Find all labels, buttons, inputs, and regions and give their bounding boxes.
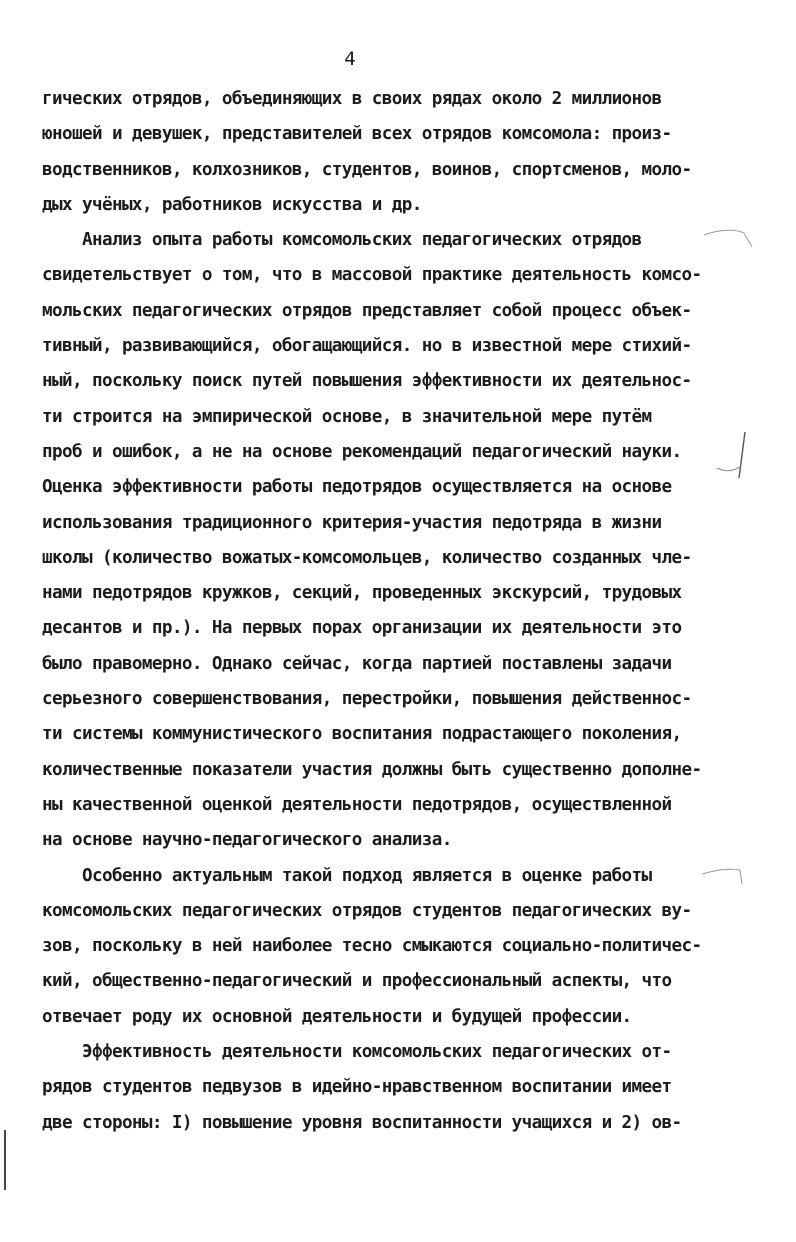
text-line: ны качественной оценкой деятельности педотрядов, осуществленной bbox=[42, 794, 672, 815]
text-line: Оценка эффективности работы педотрядов осуществляется на основе bbox=[42, 477, 672, 498]
text-line: ти строится на эмпирической основе, в значительной мере путём bbox=[42, 406, 652, 427]
text-line: серьезного совершенствования, перестройки, повышения действеннос- bbox=[42, 689, 692, 710]
text-line: на основе научно-педагогического анализа. bbox=[42, 830, 452, 851]
text-line: гических отрядов, объединяющих в своих рядах около 2 миллионов bbox=[42, 89, 662, 109]
text-line: свидетельствует о том, что в массовой практике деятельность комсо- bbox=[42, 265, 702, 286]
text-line: зов, поскольку в ней наиболее тесно смыкаются социально-политичес- bbox=[42, 936, 702, 957]
pencil-bracket-icon bbox=[715, 428, 765, 488]
paragraph-start-line: Анализ опыта работы комсомольских педагогических отрядов bbox=[42, 230, 642, 251]
text-line: водственников, колхозников, студентов, воинов, спортсменов, моло- bbox=[42, 159, 692, 180]
text-line: рядов студентов педвузов в идейно-нравственном воспитании имеет bbox=[42, 1077, 672, 1098]
text-line: кий, общественно-педагогический и профессиональный аспекты, что bbox=[42, 971, 672, 992]
pencil-mark-icon bbox=[700, 225, 760, 255]
text-line: дых учёных, работников искусства и др. bbox=[42, 194, 422, 215]
body-text bbox=[42, 82, 772, 1141]
text-line: десантов и пр.). На первых порах организации их деятельности это bbox=[42, 618, 682, 639]
text-line: юношей и девушек, представителей всех отрядов комсомола: произ- bbox=[42, 124, 672, 145]
text-line: нами педотрядов кружков, секций, проведенных экскурсий, трудовых bbox=[42, 583, 682, 604]
text-line: ти системы коммунистического воспитания подрастающего поколения, bbox=[42, 724, 682, 745]
paragraph-start-line: Особенно актуальным такой подход является в оценке работы bbox=[42, 865, 652, 886]
text-line: количественные показатели участия должны быть существенно дополне- bbox=[42, 759, 702, 780]
paragraph-start-line: Эффективность деятельности комсомольских педагогических от- bbox=[42, 1042, 672, 1063]
text-line: две стороны: I) повышение уровня воспитанности учащихся и 2) ов- bbox=[42, 1112, 682, 1133]
text-line: было правомерно. Однако сейчас, когда партией поставлены задачи bbox=[42, 653, 672, 674]
text-line: проб и ошибок, а не на основе рекомендаций педагогический науки. bbox=[42, 441, 682, 462]
text-line: школы (количество вожатых-комсомольцев, количество созданных чле- bbox=[42, 547, 692, 568]
pencil-mark-icon bbox=[698, 864, 758, 894]
text-line: отвечает роду их основной деятельности и будущей профессии. bbox=[42, 1006, 632, 1027]
text-line: мольских педагогических отрядов представляет собой процесс объек- bbox=[42, 300, 692, 321]
text-line: ный, поскольку поиск путей повышения эффективности их деятельнос- bbox=[42, 371, 692, 392]
page-number: 4 bbox=[344, 48, 356, 70]
text-line: использования традиционного критерия-участия педотряда в жизни bbox=[42, 512, 662, 533]
text-line: тивный, развивающийся, обогащающийся. но в известной мере стихий- bbox=[42, 336, 692, 357]
margin-line bbox=[4, 1130, 6, 1190]
text-line: комсомольских педагогических отрядов студентов педагогических ву- bbox=[42, 900, 692, 921]
